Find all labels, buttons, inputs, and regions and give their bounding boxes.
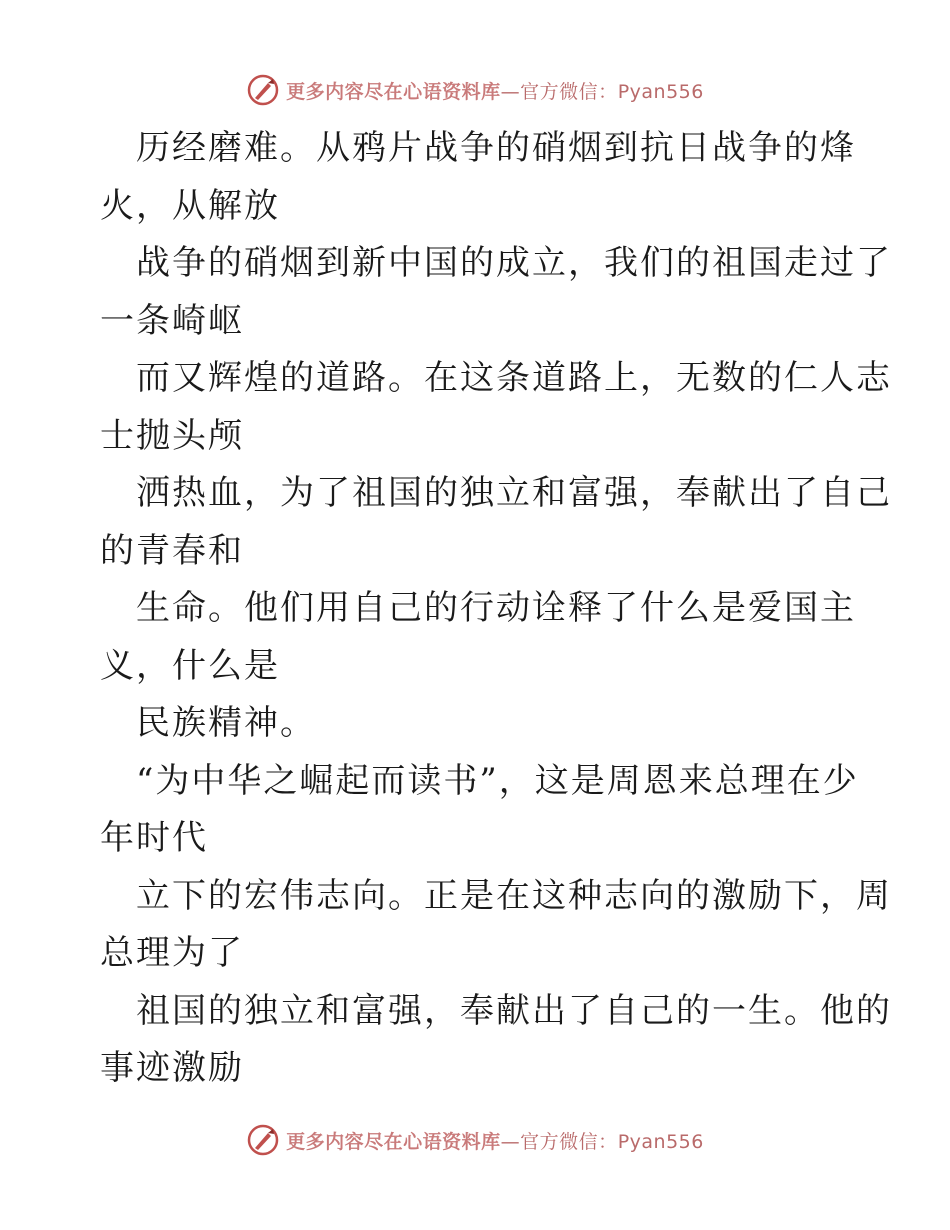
text-line: 战争的硝烟到新中国的成立，我们的祖国走过了 bbox=[136, 243, 892, 283]
text-line: 而又辉煌的道路。在这条道路上，无数的仁人志 bbox=[136, 358, 892, 398]
document-body bbox=[100, 120, 892, 1098]
text-line: 义，什么是 bbox=[100, 645, 280, 686]
header-watermark bbox=[0, 70, 950, 110]
text-line: 祖国的独立和富强，奉献出了自己的一生。他的 bbox=[136, 990, 892, 1031]
watermark-text: 更多内容尽在心语资料库—官方微信：Pyan556 bbox=[286, 1130, 704, 1153]
text-line: 火，从解放 bbox=[100, 185, 280, 226]
quill-pen-logo-icon bbox=[246, 73, 280, 107]
text-line: 生命。他们用自己的行动诠释了什么是爱国主 bbox=[136, 588, 856, 628]
quill-pen-logo-icon bbox=[246, 1123, 280, 1157]
text-line: “为中华之崛起而读书”，这是周恩来总理在少 bbox=[136, 760, 859, 801]
text-line: 民族精神。 bbox=[136, 703, 316, 743]
text-line: 年时代 bbox=[100, 818, 208, 858]
text-line: 立下的宏伟志向。正是在这种志向的激励下，周 bbox=[136, 875, 892, 916]
watermark-text: 更多内容尽在心语资料库—官方微信：Pyan556 bbox=[286, 80, 704, 103]
footer-watermark bbox=[0, 1120, 950, 1160]
text-line: 历经磨难。从鸦片战争的硝烟到抗日战争的烽 bbox=[136, 128, 856, 168]
text-line: 总理为了 bbox=[100, 933, 244, 973]
text-line: 的青春和 bbox=[100, 530, 244, 571]
text-line: 一条崎岖 bbox=[100, 300, 244, 341]
text-line: 洒热血，为了祖国的独立和富强，奉献出了自己 bbox=[136, 473, 892, 513]
text-line: 士抛头颅 bbox=[100, 415, 244, 456]
text-line: 事迹激励 bbox=[100, 1048, 244, 1088]
